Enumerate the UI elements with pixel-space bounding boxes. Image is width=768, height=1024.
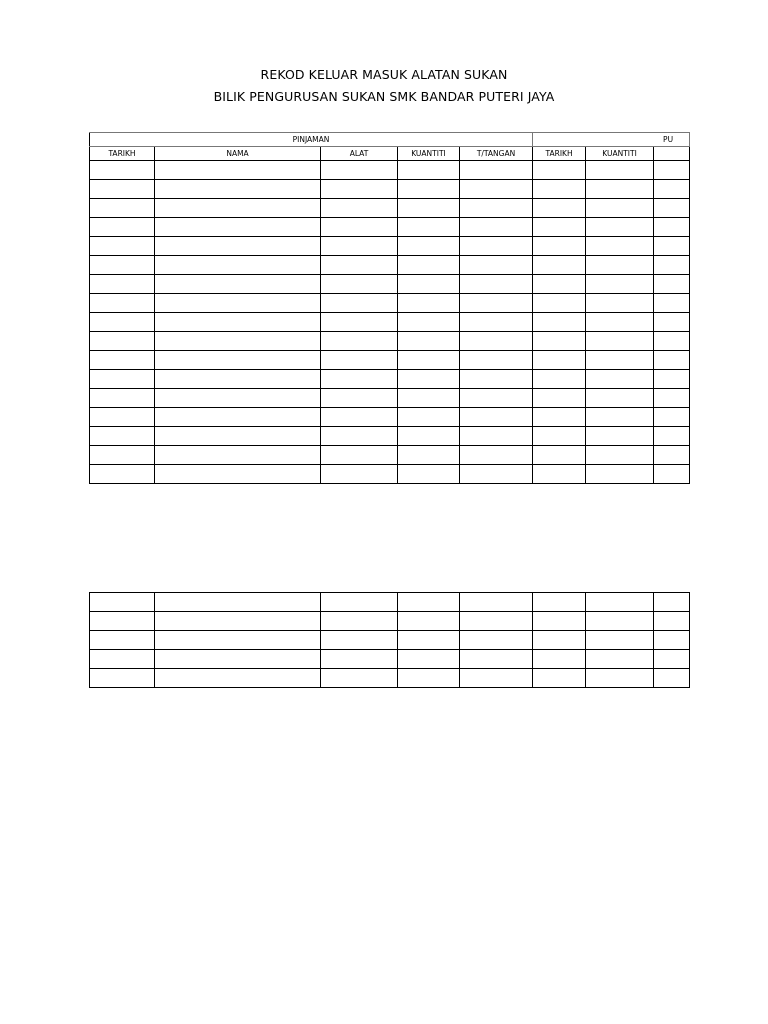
table-cell[interactable] <box>321 389 398 408</box>
table-cell[interactable] <box>654 180 690 199</box>
column-header-alat: ALAT <box>321 147 398 161</box>
table-cell[interactable] <box>586 237 654 256</box>
table-row <box>90 332 690 351</box>
column-header-kuantiti: KUANTITI <box>398 147 460 161</box>
table-row <box>90 218 690 237</box>
table-cell[interactable] <box>586 650 654 669</box>
table-cell[interactable] <box>321 650 398 669</box>
table-cell[interactable] <box>321 370 398 389</box>
table-row <box>90 427 690 446</box>
group-header-pulangan-label: PU <box>663 135 674 144</box>
table-cell[interactable] <box>321 351 398 370</box>
table-cell[interactable] <box>586 389 654 408</box>
table-cell[interactable] <box>533 593 586 612</box>
table-cell[interactable] <box>586 351 654 370</box>
table-cell[interactable] <box>586 669 654 688</box>
table-cell[interactable] <box>533 631 586 650</box>
table-cell[interactable] <box>586 332 654 351</box>
table-cell[interactable] <box>586 465 654 484</box>
table-cell[interactable] <box>654 465 690 484</box>
table-cell[interactable] <box>398 446 460 465</box>
table-cell[interactable] <box>321 332 398 351</box>
table-cell[interactable] <box>155 351 321 370</box>
table-cell[interactable] <box>90 199 155 218</box>
table-cell[interactable] <box>533 332 586 351</box>
table-row <box>90 631 690 650</box>
column-header-nama: NAMA <box>155 147 321 161</box>
table-cell[interactable] <box>90 612 155 631</box>
table-cell[interactable] <box>398 332 460 351</box>
table-cell[interactable] <box>321 180 398 199</box>
table-cell[interactable] <box>90 650 155 669</box>
table-cell[interactable] <box>533 465 586 484</box>
table-cell[interactable] <box>155 332 321 351</box>
table-cell[interactable] <box>533 294 586 313</box>
table-cell[interactable] <box>90 275 155 294</box>
table-row <box>90 446 690 465</box>
table-cell[interactable] <box>321 256 398 275</box>
table-cell[interactable] <box>533 669 586 688</box>
table-cell[interactable] <box>398 275 460 294</box>
table-cell[interactable] <box>155 389 321 408</box>
table-cell[interactable] <box>155 465 321 484</box>
record-table-main <box>89 132 674 484</box>
table-cell[interactable] <box>460 593 533 612</box>
table-cell[interactable] <box>460 218 533 237</box>
table-cell[interactable] <box>155 669 321 688</box>
table-cell[interactable] <box>654 294 690 313</box>
table-cell[interactable] <box>398 294 460 313</box>
table-cell[interactable] <box>460 465 533 484</box>
table-cell[interactable] <box>321 446 398 465</box>
table-cell[interactable] <box>460 669 533 688</box>
table-row <box>90 161 690 180</box>
table-cell[interactable] <box>90 351 155 370</box>
table-row <box>90 199 690 218</box>
table-cell[interactable] <box>398 161 460 180</box>
table-cell[interactable] <box>90 256 155 275</box>
table-cell[interactable] <box>90 631 155 650</box>
table-cell[interactable] <box>321 199 398 218</box>
table-cell[interactable] <box>533 180 586 199</box>
table-cell[interactable] <box>321 313 398 332</box>
table-cell[interactable] <box>321 294 398 313</box>
table-cell[interactable] <box>460 199 533 218</box>
table-cell[interactable] <box>460 313 533 332</box>
table-cell[interactable] <box>398 370 460 389</box>
table-cell[interactable] <box>155 593 321 612</box>
table-row <box>90 593 690 612</box>
table-row <box>90 370 690 389</box>
table-cell[interactable] <box>533 275 586 294</box>
table-cell[interactable] <box>586 408 654 427</box>
table-cell[interactable] <box>460 370 533 389</box>
table-cell[interactable] <box>155 446 321 465</box>
table-cell[interactable] <box>533 161 586 180</box>
table-cell[interactable] <box>90 180 155 199</box>
table-cell[interactable] <box>155 237 321 256</box>
table-cell[interactable] <box>398 218 460 237</box>
table-row <box>90 612 690 631</box>
table-cell[interactable] <box>533 237 586 256</box>
table-row <box>90 180 690 199</box>
table-cell[interactable] <box>654 351 690 370</box>
table-cell[interactable] <box>586 199 654 218</box>
table-cell[interactable] <box>398 669 460 688</box>
table-cell[interactable] <box>90 218 155 237</box>
table-cell[interactable] <box>654 237 690 256</box>
table-cell[interactable] <box>533 427 586 446</box>
table-cell[interactable] <box>90 313 155 332</box>
table-cell[interactable] <box>654 446 690 465</box>
table-cell[interactable] <box>398 650 460 669</box>
table-cell[interactable] <box>533 256 586 275</box>
table-cell[interactable] <box>155 370 321 389</box>
table-row <box>90 237 690 256</box>
table-cell[interactable] <box>586 612 654 631</box>
table-row <box>90 408 690 427</box>
table-cell[interactable] <box>586 256 654 275</box>
column-header-clipped <box>654 147 690 161</box>
column-header-t-tangan: T/TANGAN <box>460 147 533 161</box>
document-title: REKOD KELUAR MASUK ALATAN SUKAN <box>260 67 508 82</box>
table-cell[interactable] <box>654 275 690 294</box>
table-cell[interactable] <box>90 427 155 446</box>
table-cell[interactable] <box>460 650 533 669</box>
group-header-pinjaman: PINJAMAN <box>90 133 533 147</box>
table-row <box>90 294 690 313</box>
table-cell[interactable] <box>321 669 398 688</box>
table-cell[interactable] <box>90 294 155 313</box>
table-cell[interactable] <box>586 427 654 446</box>
table-cell[interactable] <box>321 161 398 180</box>
table-cell[interactable] <box>586 275 654 294</box>
table-cell[interactable] <box>460 256 533 275</box>
table-cell[interactable] <box>460 446 533 465</box>
table-cell[interactable] <box>90 237 155 256</box>
table-cell[interactable] <box>460 332 533 351</box>
table-cell[interactable] <box>586 593 654 612</box>
table-cell[interactable] <box>533 199 586 218</box>
table-cell[interactable] <box>90 408 155 427</box>
table-cell[interactable] <box>321 631 398 650</box>
table-cell[interactable] <box>654 313 690 332</box>
table-cell[interactable] <box>90 370 155 389</box>
column-header-kuantiti-return: KUANTITI <box>586 147 654 161</box>
table-cell[interactable] <box>654 427 690 446</box>
table-cell[interactable] <box>460 161 533 180</box>
column-header-tarikh-return: TARIKH <box>533 147 586 161</box>
table-cell[interactable] <box>460 389 533 408</box>
table-cell[interactable] <box>398 631 460 650</box>
table-cell[interactable] <box>654 370 690 389</box>
table-cell[interactable] <box>155 275 321 294</box>
table-cell[interactable] <box>586 631 654 650</box>
table-cell[interactable] <box>321 593 398 612</box>
table-row <box>90 351 690 370</box>
table-cell[interactable] <box>155 612 321 631</box>
table-cell[interactable] <box>321 427 398 446</box>
table-cell[interactable] <box>321 237 398 256</box>
table-cell[interactable] <box>460 294 533 313</box>
table-cell[interactable] <box>586 370 654 389</box>
table-cell[interactable] <box>654 408 690 427</box>
table-cell[interactable] <box>586 294 654 313</box>
table-cell[interactable] <box>533 313 586 332</box>
record-table-continued <box>89 592 654 688</box>
table-cell[interactable] <box>586 218 654 237</box>
table-cell[interactable] <box>586 313 654 332</box>
table-cell[interactable] <box>654 256 690 275</box>
table-row <box>90 256 690 275</box>
table-cell[interactable] <box>533 370 586 389</box>
table-row <box>90 465 690 484</box>
table-row <box>90 275 690 294</box>
table-cell[interactable] <box>460 351 533 370</box>
table-cell[interactable] <box>398 593 460 612</box>
column-header-tarikh: TARIKH <box>90 147 155 161</box>
table-cell[interactable] <box>533 389 586 408</box>
table-cell[interactable] <box>398 465 460 484</box>
table-cell[interactable] <box>321 408 398 427</box>
table-cell[interactable] <box>654 612 690 631</box>
table-cell[interactable] <box>398 408 460 427</box>
table-cell[interactable] <box>586 180 654 199</box>
group-header-pulangan <box>533 133 690 147</box>
table-cell[interactable] <box>155 313 321 332</box>
table-cell[interactable] <box>155 427 321 446</box>
table-cell[interactable] <box>398 237 460 256</box>
table-cell[interactable] <box>155 218 321 237</box>
table-cell[interactable] <box>398 427 460 446</box>
table-cell[interactable] <box>586 161 654 180</box>
table-cell[interactable] <box>90 465 155 484</box>
table-cell[interactable] <box>155 180 321 199</box>
table-cell[interactable] <box>654 332 690 351</box>
table-cell[interactable] <box>90 389 155 408</box>
table-row <box>90 650 690 669</box>
table-cell[interactable] <box>90 161 155 180</box>
table-cell[interactable] <box>533 408 586 427</box>
table-cell[interactable] <box>155 631 321 650</box>
table-cell[interactable] <box>398 612 460 631</box>
table-cell[interactable] <box>321 612 398 631</box>
table-cell[interactable] <box>654 389 690 408</box>
table-cell[interactable] <box>398 389 460 408</box>
table-cell[interactable] <box>155 408 321 427</box>
table-cell[interactable] <box>654 669 690 688</box>
document-subtitle: BILIK PENGURUSAN SUKAN SMK BANDAR PUTERI JAYA <box>213 89 555 104</box>
table-cell[interactable] <box>533 218 586 237</box>
table-cell[interactable] <box>533 351 586 370</box>
table-cell[interactable] <box>155 199 321 218</box>
table-cell[interactable] <box>533 612 586 631</box>
table-cell[interactable] <box>398 351 460 370</box>
table-cell[interactable] <box>533 446 586 465</box>
table-cell[interactable] <box>321 465 398 484</box>
table-cell[interactable] <box>654 631 690 650</box>
table-cell[interactable] <box>533 650 586 669</box>
table-cell[interactable] <box>155 161 321 180</box>
table-cell[interactable] <box>321 275 398 294</box>
table-cell[interactable] <box>460 631 533 650</box>
table-cell[interactable] <box>90 446 155 465</box>
table-cell[interactable] <box>155 294 321 313</box>
table-cell[interactable] <box>460 180 533 199</box>
table-cell[interactable] <box>398 199 460 218</box>
table-cell[interactable] <box>398 256 460 275</box>
table-cell[interactable] <box>654 161 690 180</box>
table-row <box>90 669 690 688</box>
table-cell[interactable] <box>398 313 460 332</box>
table-cell[interactable] <box>321 218 398 237</box>
table-cell[interactable] <box>460 237 533 256</box>
table-cell[interactable] <box>586 446 654 465</box>
table-cell[interactable] <box>460 427 533 446</box>
table-cell[interactable] <box>460 612 533 631</box>
table-row <box>90 313 690 332</box>
table-cell[interactable] <box>155 650 321 669</box>
table-cell[interactable] <box>460 408 533 427</box>
table-cell[interactable] <box>398 180 460 199</box>
table-cell[interactable] <box>654 218 690 237</box>
table-cell[interactable] <box>90 332 155 351</box>
table-cell[interactable] <box>155 256 321 275</box>
table-cell[interactable] <box>654 650 690 669</box>
table-row <box>90 389 690 408</box>
table-cell[interactable] <box>654 199 690 218</box>
table-cell[interactable] <box>654 593 690 612</box>
table-cell[interactable] <box>460 275 533 294</box>
table-cell[interactable] <box>90 669 155 688</box>
table-cell[interactable] <box>90 593 155 612</box>
